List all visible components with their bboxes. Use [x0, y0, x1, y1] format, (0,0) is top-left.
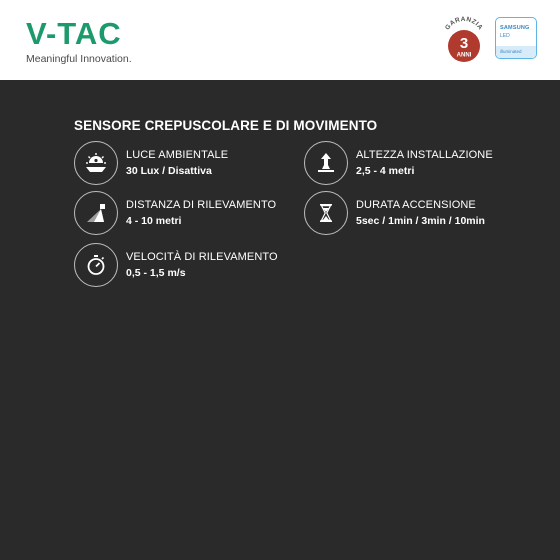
feature-label: VELOCITÀ DI RILEVAMENTO: [126, 251, 278, 263]
feature-label: DURATA ACCENSIONE: [356, 199, 476, 211]
feature-value: 30 Lux / Disattiva: [126, 165, 212, 177]
feature-detection-speed: [74, 243, 278, 287]
ambient-light-icon: [74, 141, 118, 185]
warranty-years: 3: [459, 35, 469, 52]
detection-distance-icon: [74, 191, 118, 235]
header-bar: [0, 0, 560, 80]
brand-logo: [26, 18, 132, 65]
feature-value: 5sec / 1min / 3min / 10min: [356, 215, 485, 227]
samsung-brand: SAMSUNG: [500, 25, 530, 31]
feature-ambient-light: [74, 141, 228, 185]
feature-value: 2,5 - 4 metri: [356, 165, 415, 177]
logo-text: V-TAC: [26, 16, 122, 51]
svg-text:GARANZIA: [444, 16, 484, 32]
hourglass-icon: [304, 191, 348, 235]
stopwatch-icon: [74, 243, 118, 287]
samsung-note: illuminated: [496, 46, 536, 58]
section-title: SENSORE CREPUSCOLARE E DI MOVIMENTO: [74, 118, 378, 133]
feature-label: LUCE AMBIENTALE: [126, 149, 229, 161]
feature-label: DISTANZA DI RILEVAMENTO: [126, 199, 277, 211]
feature-detection-distance: [74, 191, 276, 235]
warranty-badge: [440, 13, 488, 67]
warranty-unit: ANNI: [456, 52, 472, 59]
installation-height-icon: [304, 141, 348, 185]
brand-tagline: Meaningful Innovation.: [26, 53, 132, 65]
feature-value: 0,5 - 1,5 m/s: [126, 267, 186, 279]
feature-switch-on-duration: [304, 191, 485, 235]
samsung-line: LED: [500, 33, 510, 39]
feature-label: ALTEZZA INSTALLAZIONE: [356, 149, 493, 161]
feature-value: 4 - 10 metri: [126, 215, 182, 227]
samsung-led-badge: [495, 17, 537, 59]
feature-installation-height: [304, 141, 493, 185]
warranty-label: GARANZIA: [444, 15, 484, 32]
